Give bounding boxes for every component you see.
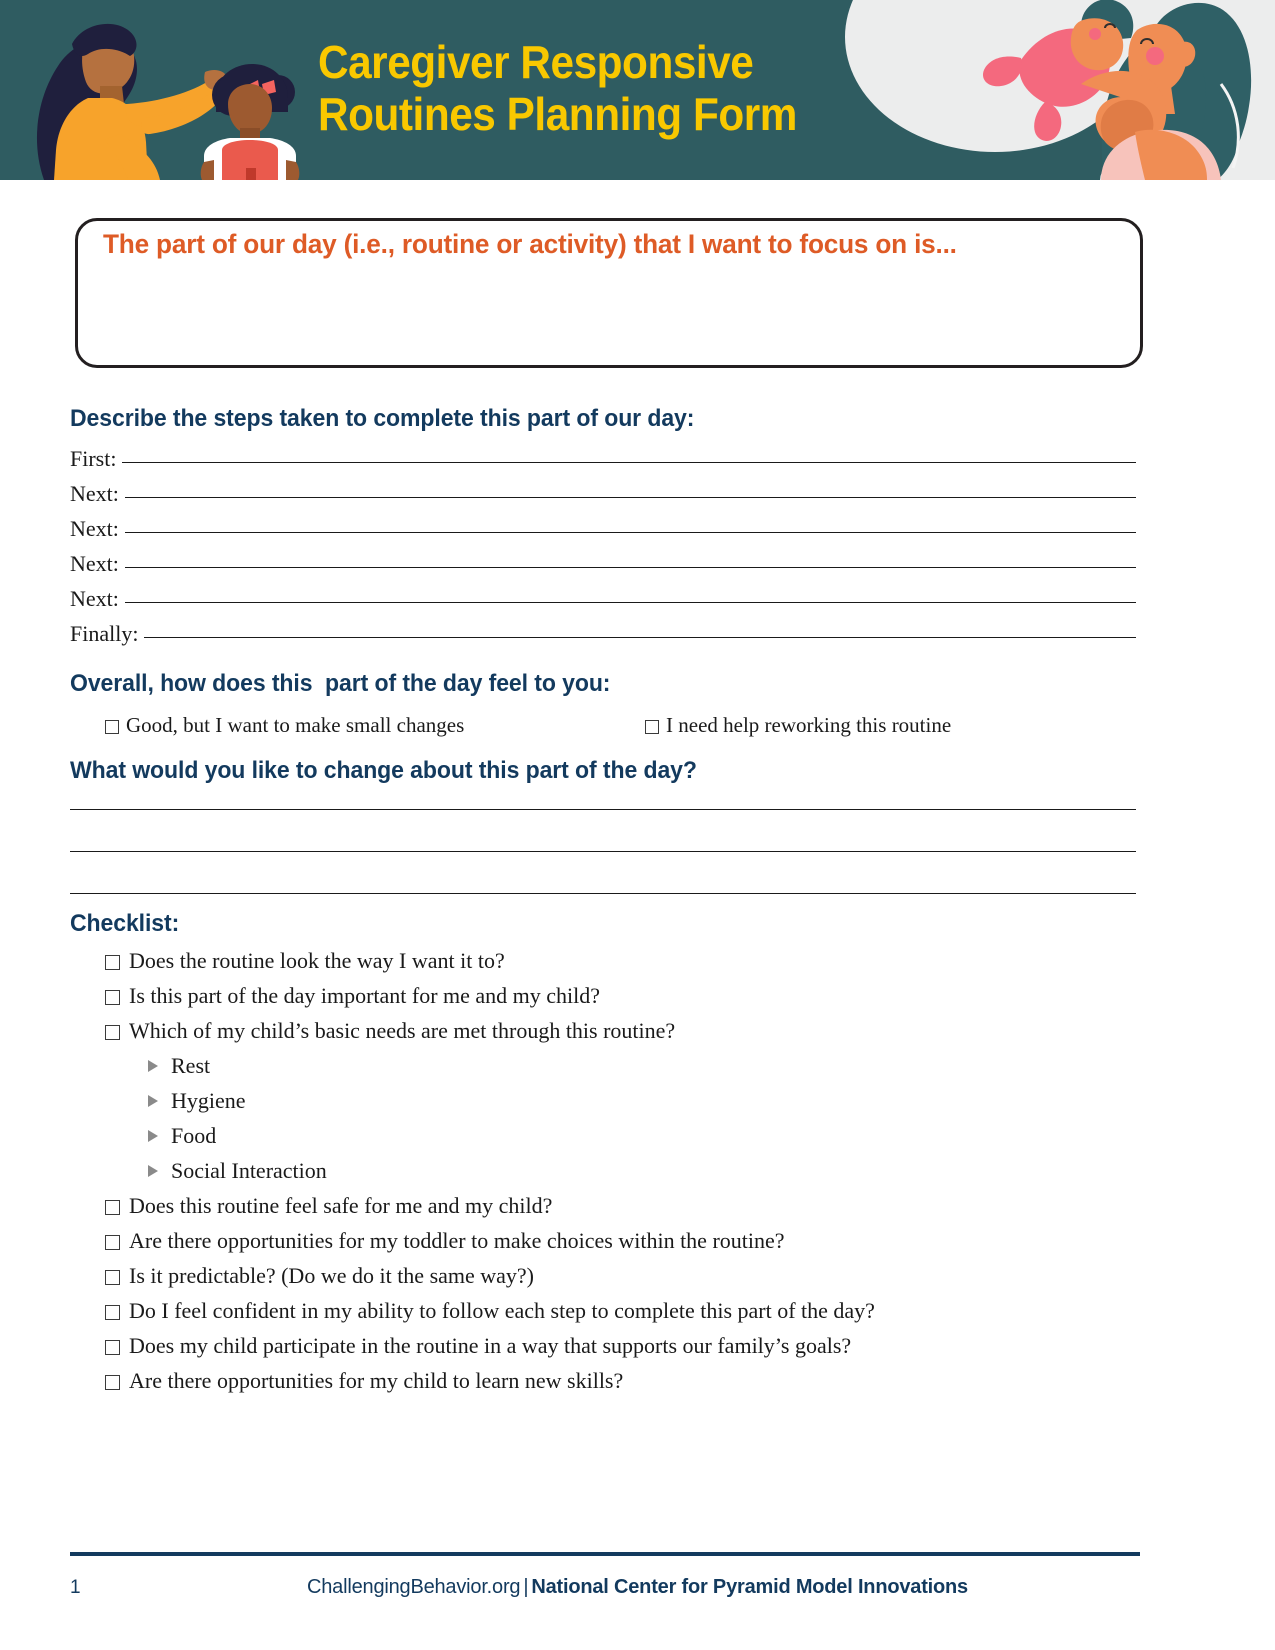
feeling-section-heading: Overall, how does this part of the day feel to you: — [70, 670, 611, 697]
checkbox-icon[interactable] — [105, 1340, 120, 1355]
checkbox-icon[interactable] — [645, 720, 659, 734]
feeling-option-label: Good, but I want to make small changes — [126, 713, 465, 737]
step-row[interactable] — [70, 621, 1136, 655]
checklist-item-label: Are there opportunities for my toddler to make choices within the routine? — [129, 1228, 785, 1253]
checklist-sub-item — [148, 1123, 216, 1149]
checklist-item[interactable] — [105, 948, 505, 974]
checklist-sub-item-label: Rest — [171, 1053, 211, 1078]
checklist-item-label: Does the routine look the way I want it to? — [129, 948, 505, 973]
footer-credit — [0, 1576, 1275, 1599]
checkbox-icon[interactable] — [105, 1235, 120, 1250]
page-number: 1 — [70, 1577, 81, 1598]
step-write-line[interactable] — [125, 566, 1136, 568]
checklist-sub-item-label: Food — [171, 1123, 217, 1148]
footer-divider — [70, 1552, 1140, 1556]
checklist-item-label: Do I feel confident in my ability to follow each step to complete this part of the day? — [129, 1298, 875, 1323]
checklist-item-label: Is this part of the day important for me and my child? — [129, 983, 601, 1008]
checklist-item[interactable] — [105, 1018, 675, 1044]
checklist-item[interactable] — [105, 1333, 851, 1359]
checklist-item-label: Are there opportunities for my child to learn new skills? — [129, 1368, 624, 1393]
checklist-sub-item-label: Hygiene — [171, 1088, 246, 1113]
checklist-section-heading: Checklist: — [70, 910, 180, 937]
checklist-item-label: Does my child participate in the routine in a way that supports our family’s goals? — [129, 1333, 852, 1358]
step-write-line[interactable] — [144, 636, 1136, 638]
change-write-line[interactable] — [70, 809, 1136, 810]
change-write-line[interactable] — [70, 893, 1136, 894]
page-title — [318, 36, 888, 140]
footer-website[interactable]: ChallengingBehavior.org — [307, 1576, 521, 1598]
checkbox-icon[interactable] — [105, 990, 120, 1005]
step-label: Finally: — [70, 621, 139, 646]
checklist-sub-item — [148, 1158, 327, 1184]
steps-section-heading: Describe the steps taken to complete this part of our day: — [70, 405, 695, 432]
step-row[interactable] — [70, 586, 1136, 620]
triangle-bullet-icon — [148, 1060, 158, 1072]
checkbox-icon[interactable] — [105, 1200, 120, 1215]
change-write-line[interactable] — [70, 851, 1136, 852]
checklist-item-label: Is it predictable? (Do we do it the same way?) — [129, 1263, 535, 1288]
step-label: Next: — [70, 481, 119, 506]
step-label: Next: — [70, 551, 119, 576]
feeling-option-good[interactable] — [105, 713, 464, 738]
checklist-item-label: Which of my child’s basic needs are met through this routine? — [129, 1018, 676, 1043]
checklist-sub-item — [148, 1053, 210, 1079]
checklist-sub-item-label: Social Interaction — [171, 1158, 327, 1183]
step-row[interactable] — [70, 551, 1136, 585]
checkbox-icon[interactable] — [105, 955, 120, 970]
triangle-bullet-icon — [148, 1165, 158, 1177]
step-write-line[interactable] — [125, 496, 1136, 498]
feeling-option-label: I need help reworking this routine — [666, 713, 952, 737]
page-title-line2: Routines Planning Form — [318, 88, 797, 140]
checkbox-icon[interactable] — [105, 1375, 120, 1390]
triangle-bullet-icon — [148, 1130, 158, 1142]
caregiver-styling-toddler-hair-icon — [0, 0, 330, 180]
triangle-bullet-icon — [148, 1095, 158, 1107]
change-section-heading: What would you like to change about this part of the day? — [70, 757, 697, 784]
checkbox-icon[interactable] — [105, 720, 119, 734]
caregiver-lifting-baby-icon — [955, 0, 1275, 180]
checklist-item[interactable] — [105, 983, 600, 1009]
step-label: First: — [70, 446, 117, 471]
step-write-line[interactable] — [122, 461, 1136, 463]
focus-routine-prompt-label: The part of our day (i.e., routine or activity) that I want to focus on is... — [103, 229, 957, 259]
step-write-line[interactable] — [125, 531, 1136, 533]
step-label: Next: — [70, 516, 119, 541]
step-write-line[interactable] — [125, 601, 1136, 603]
checkbox-icon[interactable] — [105, 1305, 120, 1320]
footer-organization: National Center for Pyramid Model Innovations — [531, 1576, 968, 1598]
checklist-sub-item — [148, 1088, 246, 1114]
footer-separator: | — [523, 1576, 529, 1598]
focus-routine-input-box[interactable] — [75, 218, 1143, 368]
checklist-item-label: Does this routine feel safe for me and my child? — [129, 1193, 553, 1218]
checklist-item[interactable] — [105, 1368, 623, 1394]
feeling-option-need-help[interactable] — [645, 713, 951, 738]
header-banner — [0, 0, 1275, 180]
checkbox-icon[interactable] — [105, 1025, 120, 1040]
step-label: Next: — [70, 586, 119, 611]
checklist-item[interactable] — [105, 1263, 534, 1289]
page-title-line1: Caregiver Responsive — [318, 36, 754, 88]
checklist-item[interactable] — [105, 1193, 552, 1219]
checkbox-icon[interactable] — [105, 1270, 120, 1285]
step-row[interactable] — [70, 446, 1136, 480]
checklist-item[interactable] — [105, 1228, 785, 1254]
step-row[interactable] — [70, 516, 1136, 550]
step-row[interactable] — [70, 481, 1136, 515]
checklist-item[interactable] — [105, 1298, 875, 1324]
